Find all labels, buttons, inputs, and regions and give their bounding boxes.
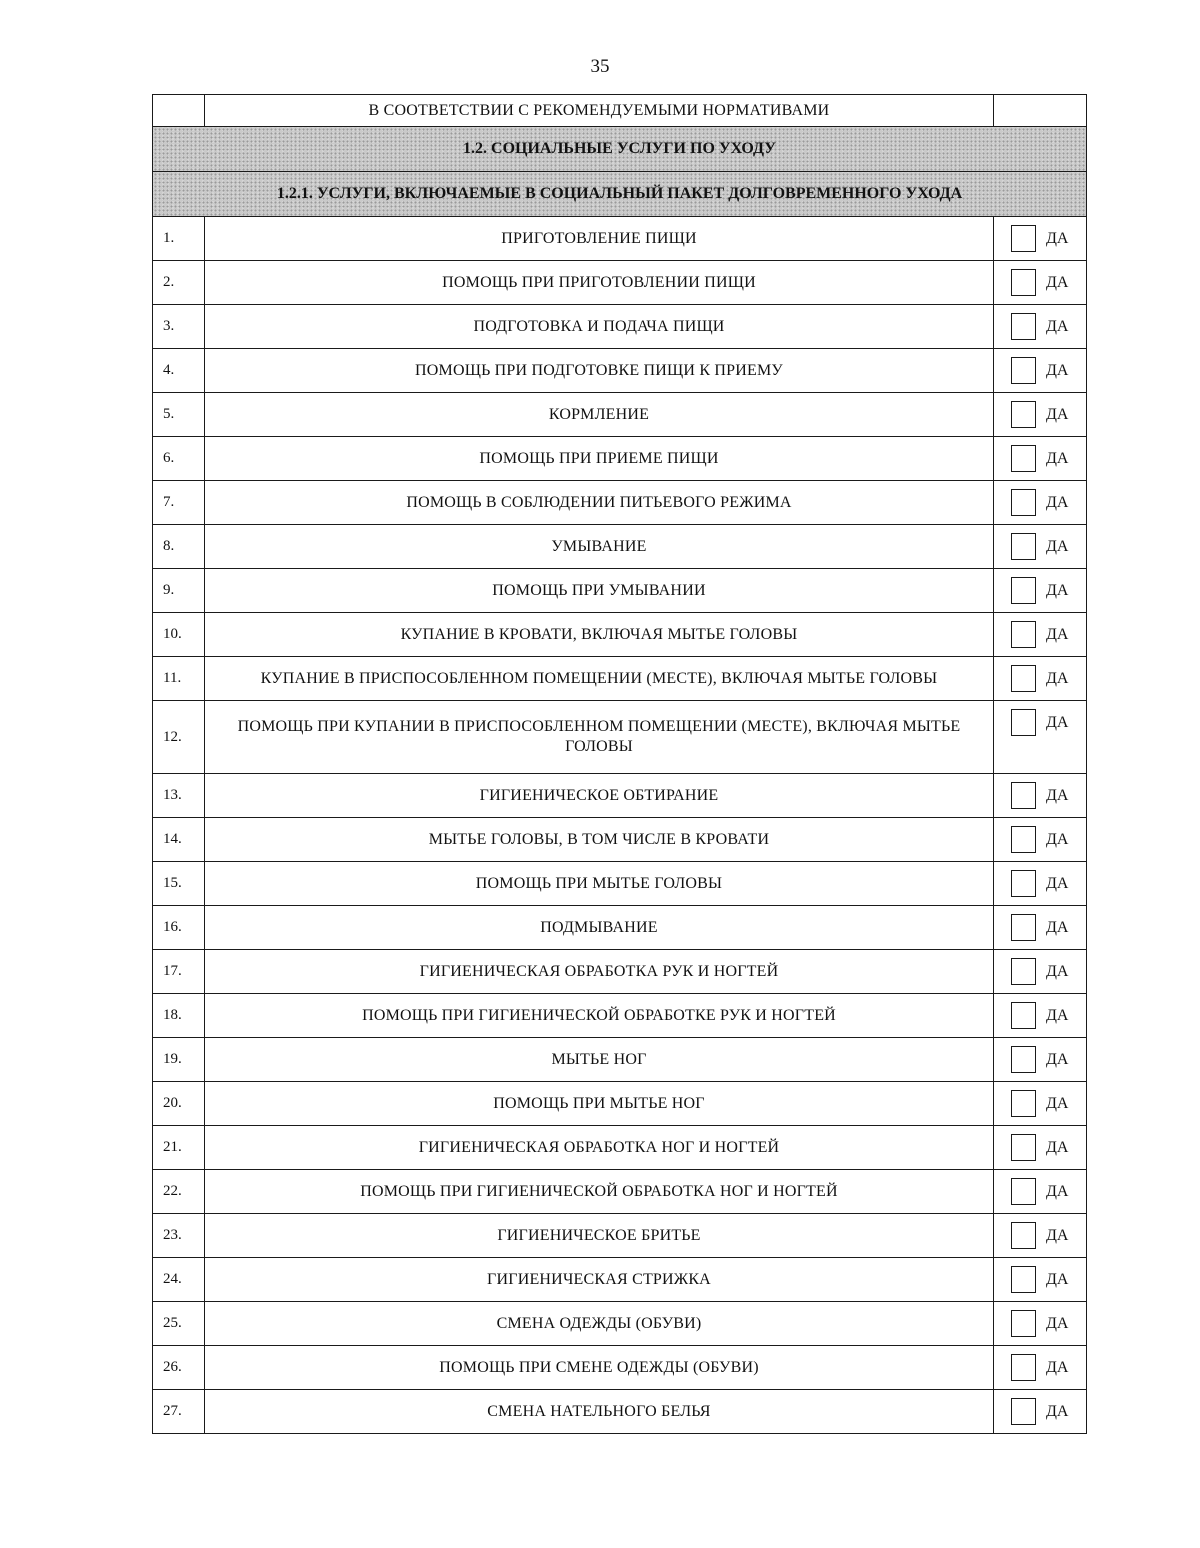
item-number: 16.: [153, 906, 205, 950]
checkbox-group: [994, 577, 1086, 604]
item-number: 10.: [153, 613, 205, 657]
yes-label: ДА: [1046, 229, 1069, 247]
checkbox-group: [994, 1310, 1086, 1337]
item-number: 1.: [153, 217, 205, 261]
yes-checkbox[interactable]: [1011, 1398, 1036, 1425]
item-name: ПОДГОТОВКА И ПОДАЧА ПИЩИ: [205, 305, 994, 349]
yes-checkbox[interactable]: [1011, 225, 1036, 252]
item-name: КУПАНИЕ В КРОВАТИ, ВКЛЮЧАЯ МЫТЬЕ ГОЛОВЫ: [205, 613, 994, 657]
checkbox-group: [994, 1266, 1086, 1293]
yes-checkbox[interactable]: [1011, 709, 1036, 736]
yes-label: ДА: [1046, 537, 1069, 555]
continuation-text: В СООТВЕТСТВИИ С РЕКОМЕНДУЕМЫМИ НОРМАТИВАМИ: [205, 95, 994, 127]
checkbox-group: [994, 1046, 1086, 1073]
item-number: 25.: [153, 1302, 205, 1346]
item-number: 17.: [153, 950, 205, 994]
item-check-cell: [994, 1214, 1087, 1258]
item-check-cell: [994, 701, 1087, 774]
item-number: 21.: [153, 1126, 205, 1170]
item-name: КОРМЛЕНИЕ: [205, 393, 994, 437]
yes-checkbox[interactable]: [1011, 1178, 1036, 1205]
checkbox-group: [994, 665, 1086, 692]
item-name: ГИГИЕНИЧЕСКАЯ ОБРАБОТКА НОГ И НОГТЕЙ: [205, 1126, 994, 1170]
item-number: 13.: [153, 774, 205, 818]
table-row: [153, 1082, 1087, 1126]
yes-label: ДА: [1046, 918, 1069, 936]
item-check-cell: [994, 950, 1087, 994]
item-number: 11.: [153, 657, 205, 701]
yes-label: ДА: [1046, 581, 1069, 599]
checkbox-group: [994, 914, 1086, 941]
table-row: [153, 1170, 1087, 1214]
checkbox-group: [994, 489, 1086, 516]
yes-checkbox[interactable]: [1011, 1310, 1036, 1337]
item-check-cell: [994, 393, 1087, 437]
item-check-cell: [994, 906, 1087, 950]
yes-checkbox[interactable]: [1011, 1266, 1036, 1293]
table-row: [153, 657, 1087, 701]
item-number: 6.: [153, 437, 205, 481]
yes-checkbox[interactable]: [1011, 533, 1036, 560]
item-check-cell: [994, 1082, 1087, 1126]
yes-checkbox[interactable]: [1011, 313, 1036, 340]
item-number: 14.: [153, 818, 205, 862]
table-row: [153, 950, 1087, 994]
table-row: [153, 569, 1087, 613]
item-check-cell: [994, 1258, 1087, 1302]
table-row: [153, 701, 1087, 774]
yes-label: ДА: [1046, 273, 1069, 291]
table-row: [153, 1258, 1087, 1302]
checkbox-group: [994, 533, 1086, 560]
yes-label: ДА: [1046, 830, 1069, 848]
table-row: [153, 1302, 1087, 1346]
checkbox-group: [994, 225, 1086, 252]
table-row: [153, 393, 1087, 437]
item-check-cell: [994, 481, 1087, 525]
continuation-check-cell: [994, 95, 1087, 127]
checkbox-group: [994, 1398, 1086, 1425]
table-row: [153, 349, 1087, 393]
yes-label: ДА: [1046, 405, 1069, 423]
item-number: 22.: [153, 1170, 205, 1214]
yes-checkbox[interactable]: [1011, 577, 1036, 604]
yes-checkbox[interactable]: [1011, 826, 1036, 853]
yes-label: ДА: [1046, 493, 1069, 511]
checkbox-group: [994, 269, 1086, 296]
item-name: ПОМОЩЬ ПРИ ГИГИЕНИЧЕСКОЙ ОБРАБОТКЕ РУК И НОГТЕЙ: [205, 994, 994, 1038]
item-name: ПОМОЩЬ В СОБЛЮДЕНИИ ПИТЬЕВОГО РЕЖИМА: [205, 481, 994, 525]
section-title: 1.2. СОЦИАЛЬНЫЕ УСЛУГИ ПО УХОДУ: [153, 127, 1087, 172]
table-row: [153, 1346, 1087, 1390]
page-number: 35: [590, 56, 610, 77]
item-name: ГИГИЕНИЧЕСКАЯ СТРИЖКА: [205, 1258, 994, 1302]
item-check-cell: [994, 349, 1087, 393]
yes-checkbox[interactable]: [1011, 621, 1036, 648]
item-number: 20.: [153, 1082, 205, 1126]
item-name: ПОМОЩЬ ПРИ ПРИЕМЕ ПИЩИ: [205, 437, 994, 481]
item-name: ГИГИЕНИЧЕСКАЯ ОБРАБОТКА РУК И НОГТЕЙ: [205, 950, 994, 994]
yes-label: ДА: [1046, 786, 1069, 804]
item-check-cell: [994, 613, 1087, 657]
subsection-header-row: [153, 172, 1087, 217]
services-table-body: [153, 95, 1087, 1434]
table-row: [153, 613, 1087, 657]
yes-label: ДА: [1046, 1138, 1069, 1156]
yes-label: ДА: [1046, 713, 1069, 731]
yes-checkbox[interactable]: [1011, 914, 1036, 941]
checkbox-group: [994, 401, 1086, 428]
yes-checkbox[interactable]: [1011, 489, 1036, 516]
item-number: 2.: [153, 261, 205, 305]
item-number: 24.: [153, 1258, 205, 1302]
item-name: КУПАНИЕ В ПРИСПОСОБЛЕННОМ ПОМЕЩЕНИИ (МЕСТЕ), ВКЛЮЧАЯ МЫТЬЕ ГОЛОВЫ: [205, 657, 994, 701]
yes-label: ДА: [1046, 625, 1069, 643]
item-number: 8.: [153, 525, 205, 569]
item-check-cell: [994, 217, 1087, 261]
table-row: [153, 774, 1087, 818]
checkbox-group: [994, 1354, 1086, 1381]
table-row: [153, 862, 1087, 906]
item-check-cell: [994, 1170, 1087, 1214]
checkbox-group: [994, 445, 1086, 472]
yes-checkbox[interactable]: [1011, 357, 1036, 384]
item-check-cell: [994, 1346, 1087, 1390]
section-header-row: [153, 127, 1087, 172]
item-name: ГИГИЕНИЧЕСКОЕ ОБТИРАНИЕ: [205, 774, 994, 818]
yes-label: ДА: [1046, 1182, 1069, 1200]
services-table: [152, 94, 1087, 1434]
yes-checkbox[interactable]: [1011, 1090, 1036, 1117]
checkbox-group: [994, 1134, 1086, 1161]
checkbox-group: [994, 357, 1086, 384]
item-number: 23.: [153, 1214, 205, 1258]
item-name: МЫТЬЕ ГОЛОВЫ, В ТОМ ЧИСЛЕ В КРОВАТИ: [205, 818, 994, 862]
table-row: [153, 994, 1087, 1038]
item-check-cell: [994, 1038, 1087, 1082]
checkbox-group: [994, 958, 1086, 985]
yes-checkbox[interactable]: [1011, 445, 1036, 472]
checkbox-group: [994, 313, 1086, 340]
item-check-cell: [994, 305, 1087, 349]
item-number: 18.: [153, 994, 205, 1038]
item-check-cell: [994, 994, 1087, 1038]
item-name: ПОМОЩЬ ПРИ ПОДГОТОВКЕ ПИЩИ К ПРИЕМУ: [205, 349, 994, 393]
item-name: ПОМОЩЬ ПРИ МЫТЬЕ ГОЛОВЫ: [205, 862, 994, 906]
yes-label: ДА: [1046, 1094, 1069, 1112]
item-number: 5.: [153, 393, 205, 437]
item-check-cell: [994, 261, 1087, 305]
yes-label: ДА: [1046, 1402, 1069, 1420]
continuation-num-cell: [153, 95, 205, 127]
table-row: [153, 305, 1087, 349]
item-check-cell: [994, 1302, 1087, 1346]
yes-checkbox[interactable]: [1011, 1134, 1036, 1161]
item-number: 15.: [153, 862, 205, 906]
table-row: [153, 1390, 1087, 1434]
checkbox-group: [994, 782, 1086, 809]
item-number: 27.: [153, 1390, 205, 1434]
table-row: [153, 481, 1087, 525]
yes-label: ДА: [1046, 874, 1069, 892]
item-number: 19.: [153, 1038, 205, 1082]
item-name: ПОМОЩЬ ПРИ УМЫВАНИИ: [205, 569, 994, 613]
yes-label: ДА: [1046, 1270, 1069, 1288]
table-row: [153, 525, 1087, 569]
item-number: 7.: [153, 481, 205, 525]
table-row: [153, 818, 1087, 862]
yes-label: ДА: [1046, 1226, 1069, 1244]
item-number: 9.: [153, 569, 205, 613]
yes-checkbox[interactable]: [1011, 870, 1036, 897]
item-check-cell: [994, 1126, 1087, 1170]
item-number: 26.: [153, 1346, 205, 1390]
yes-checkbox[interactable]: [1011, 782, 1036, 809]
yes-checkbox[interactable]: [1011, 401, 1036, 428]
item-name: ПОДМЫВАНИЕ: [205, 906, 994, 950]
yes-checkbox[interactable]: [1011, 958, 1036, 985]
yes-checkbox[interactable]: [1011, 1354, 1036, 1381]
table-row: [153, 1038, 1087, 1082]
item-number: 12.: [153, 701, 205, 774]
item-name: ПОМОЩЬ ПРИ СМЕНЕ ОДЕЖДЫ (ОБУВИ): [205, 1346, 994, 1390]
checkbox-group: [994, 621, 1086, 648]
checkbox-group: [994, 709, 1086, 736]
table-row: [153, 1214, 1087, 1258]
item-name: СМЕНА НАТЕЛЬНОГО БЕЛЬЯ: [205, 1390, 994, 1434]
item-check-cell: [994, 657, 1087, 701]
item-check-cell: [994, 818, 1087, 862]
item-check-cell: [994, 862, 1087, 906]
yes-label: ДА: [1046, 361, 1069, 379]
item-check-cell: [994, 525, 1087, 569]
yes-label: ДА: [1046, 1050, 1069, 1068]
checkbox-group: [994, 1090, 1086, 1117]
item-name: ПОМОЩЬ ПРИ ПРИГОТОВЛЕНИИ ПИЩИ: [205, 261, 994, 305]
yes-checkbox[interactable]: [1011, 1046, 1036, 1073]
item-number: 3.: [153, 305, 205, 349]
item-check-cell: [994, 437, 1087, 481]
checkbox-group: [994, 826, 1086, 853]
item-name: ГИГИЕНИЧЕСКОЕ БРИТЬЕ: [205, 1214, 994, 1258]
item-check-cell: [994, 569, 1087, 613]
table-row: [153, 437, 1087, 481]
continuation-row: [153, 95, 1087, 127]
yes-label: ДА: [1046, 669, 1069, 687]
table-row: [153, 1126, 1087, 1170]
item-name: МЫТЬЕ НОГ: [205, 1038, 994, 1082]
yes-label: ДА: [1046, 1314, 1069, 1332]
yes-label: ДА: [1046, 1006, 1069, 1024]
yes-checkbox[interactable]: [1011, 1222, 1036, 1249]
checkbox-group: [994, 1222, 1086, 1249]
subsection-title: 1.2.1. УСЛУГИ, ВКЛЮЧАЕМЫЕ В СОЦИАЛЬНЫЙ ПАКЕТ ДОЛГОВРЕМЕННОГО УХОДА: [153, 172, 1087, 217]
table-row: [153, 261, 1087, 305]
yes-label: ДА: [1046, 962, 1069, 980]
yes-label: ДА: [1046, 449, 1069, 467]
yes-checkbox[interactable]: [1011, 665, 1036, 692]
item-name: ПРИГОТОВЛЕНИЕ ПИЩИ: [205, 217, 994, 261]
table-row: [153, 906, 1087, 950]
yes-label: ДА: [1046, 1358, 1069, 1376]
item-name: УМЫВАНИЕ: [205, 525, 994, 569]
checkbox-group: [994, 870, 1086, 897]
yes-label: ДА: [1046, 317, 1069, 335]
item-check-cell: [994, 774, 1087, 818]
table-row: [153, 217, 1087, 261]
checkbox-group: [994, 1178, 1086, 1205]
item-name: ПОМОЩЬ ПРИ КУПАНИИ В ПРИСПОСОБЛЕННОМ ПОМЕЩЕНИИ (МЕСТЕ), ВКЛЮЧАЯ МЫТЬЕ ГОЛОВЫ: [205, 701, 994, 774]
item-name: ПОМОЩЬ ПРИ МЫТЬЕ НОГ: [205, 1082, 994, 1126]
yes-checkbox[interactable]: [1011, 269, 1036, 296]
item-number: 4.: [153, 349, 205, 393]
item-name: ПОМОЩЬ ПРИ ГИГИЕНИЧЕСКОЙ ОБРАБОТКА НОГ И НОГТЕЙ: [205, 1170, 994, 1214]
item-name: СМЕНА ОДЕЖДЫ (ОБУВИ): [205, 1302, 994, 1346]
item-check-cell: [994, 1390, 1087, 1434]
checkbox-group: [994, 1002, 1086, 1029]
yes-checkbox[interactable]: [1011, 1002, 1036, 1029]
